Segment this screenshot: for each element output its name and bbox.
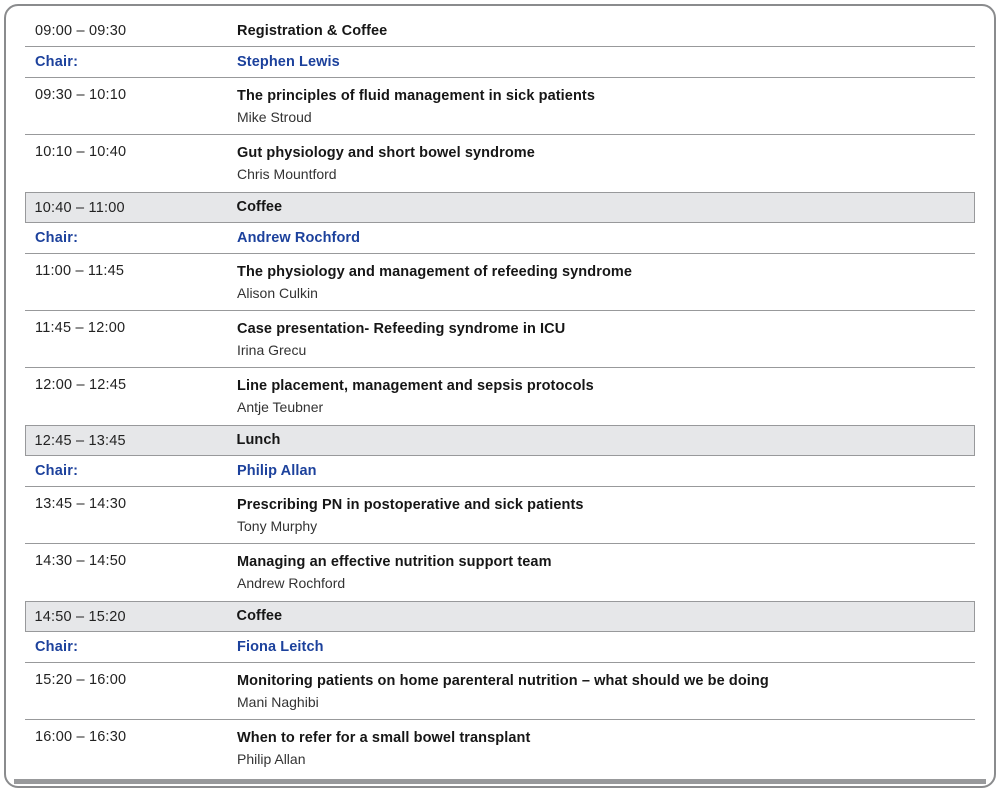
row-detail	[237, 553, 975, 593]
session-row	[25, 368, 975, 425]
speaker-name: Irina Grecu	[237, 342, 307, 358]
speaker-name: Andrew Rochford	[237, 575, 346, 591]
speaker-name: Alison Culkin	[237, 285, 318, 301]
break-label: Coffee	[236, 608, 283, 624]
chair-name: Stephen Lewis	[237, 53, 340, 70]
session-row	[25, 720, 975, 777]
time-range: 14:50 – 15:20	[34, 608, 126, 625]
chair-row	[25, 632, 975, 663]
session-title: Line placement, management and sepsis protocols	[237, 378, 594, 394]
row-detail	[237, 87, 975, 127]
chair-name: Fiona Leitch	[237, 638, 324, 655]
chair-row	[25, 47, 975, 78]
chair-label: Chair:	[35, 230, 79, 246]
session-row	[25, 78, 975, 135]
row-detail	[237, 229, 975, 248]
session-title: Gut physiology and short bowel syndrome	[237, 145, 535, 161]
session-row	[25, 135, 975, 192]
time-range: 15:20 – 16:00	[35, 672, 127, 688]
session-title: The principles of fluid management in sick patients	[237, 88, 595, 104]
break-label: Coffee	[236, 199, 283, 215]
session-row	[25, 254, 975, 311]
programme-card	[4, 4, 996, 788]
session-title: When to refer for a small bowel transplant	[237, 730, 531, 746]
chair-row	[25, 456, 975, 487]
chair-label: Chair:	[35, 639, 79, 655]
row-detail	[237, 672, 975, 712]
time-range: 12:00 – 12:45	[35, 377, 127, 393]
time-range: 12:45 – 13:45	[34, 432, 126, 449]
break-label: Lunch	[236, 432, 281, 448]
session-title: Monitoring patients on home parenteral nutrition – what should we be doing	[237, 673, 769, 689]
session-title: Case presentation- Refeeding syndrome in ICU	[237, 321, 566, 337]
break-row	[25, 425, 975, 456]
speaker-name: Mike Stroud	[237, 109, 312, 125]
speaker-name: Philip Allan	[237, 751, 306, 767]
session-row	[25, 311, 975, 368]
time-range: 09:30 – 10:10	[35, 87, 127, 103]
session-title: Prescribing PN in postoperative and sick patients	[237, 497, 584, 513]
session-row	[25, 16, 975, 47]
time-range: 13:45 – 14:30	[35, 496, 127, 512]
chair-name: Philip Allan	[237, 462, 317, 479]
agenda-table	[25, 16, 975, 777]
session-title: Managing an effective nutrition support team	[237, 554, 552, 570]
time-range: 11:45 – 12:00	[35, 320, 126, 336]
chair-row	[25, 223, 975, 254]
time-range: 11:00 – 11:45	[35, 263, 125, 279]
speaker-name: Chris Mountford	[237, 166, 337, 182]
row-detail	[237, 607, 975, 626]
chair-label: Chair:	[35, 463, 79, 479]
row-detail	[237, 638, 975, 657]
session-row	[25, 663, 975, 720]
speaker-name: Antje Teubner	[237, 399, 324, 415]
time-range: 10:10 – 10:40	[35, 144, 127, 160]
speaker-name: Mani Naghibi	[237, 694, 319, 710]
row-detail	[237, 431, 975, 450]
page-bottom-edge	[14, 779, 986, 784]
chair-label: Chair:	[35, 54, 79, 70]
time-range: 10:40 – 11:00	[34, 199, 125, 216]
time-range: 09:00 – 09:30	[35, 23, 127, 39]
row-detail	[237, 729, 975, 769]
time-range: 14:30 – 14:50	[35, 553, 127, 569]
session-row	[25, 544, 975, 601]
row-detail	[237, 462, 975, 481]
row-detail	[237, 496, 975, 536]
session-title: Registration & Coffee	[237, 22, 388, 39]
speaker-name: Tony Murphy	[237, 518, 318, 534]
row-detail	[237, 198, 975, 217]
session-title: The physiology and management of refeeding syndrome	[237, 264, 633, 280]
row-detail	[237, 53, 975, 72]
session-row	[25, 487, 975, 544]
row-detail	[237, 377, 975, 417]
row-detail	[237, 22, 975, 41]
row-detail	[237, 144, 975, 184]
break-row	[25, 192, 975, 223]
row-detail	[237, 320, 975, 360]
row-detail	[237, 263, 975, 303]
chair-name: Andrew Rochford	[237, 229, 361, 246]
break-row	[25, 601, 975, 632]
time-range: 16:00 – 16:30	[35, 729, 127, 745]
